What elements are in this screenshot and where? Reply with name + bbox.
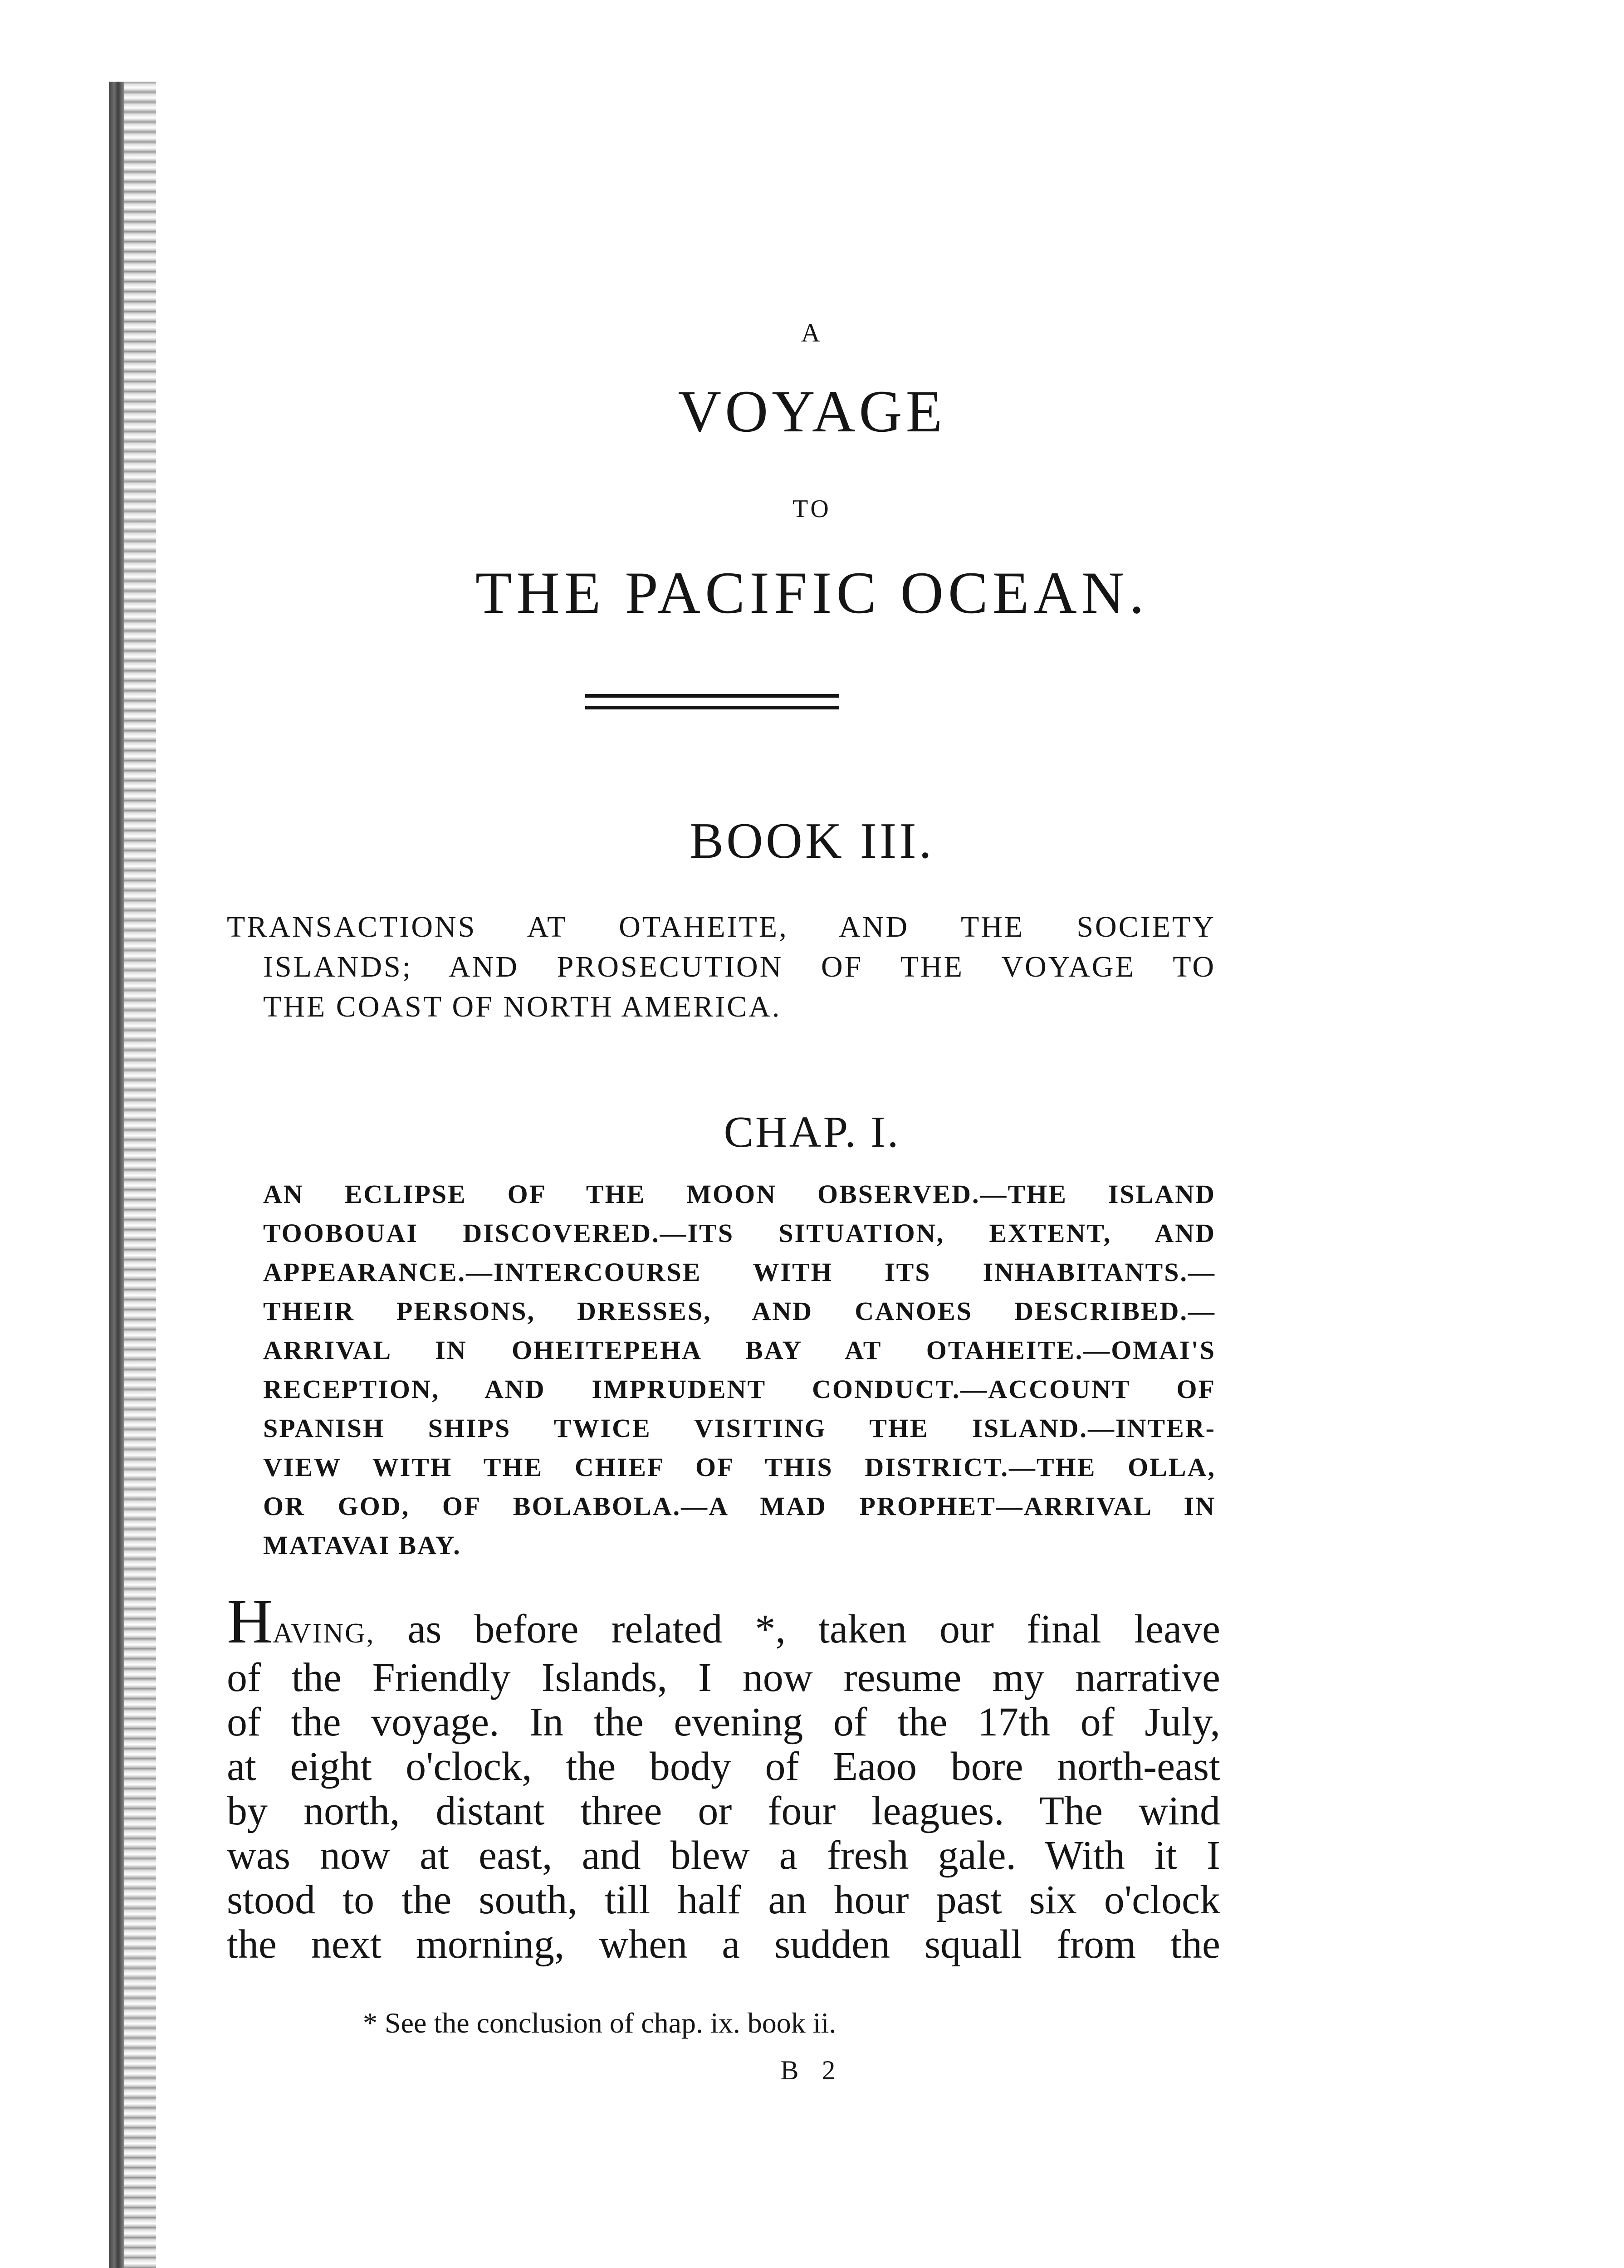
argument-line: AN ECLIPSE OF THE MOON OBSERVED.—THE ISLAND xyxy=(263,1179,1216,1209)
book-summary-line: ISLANDS; AND PROSECUTION OF THE VOYAGE TO xyxy=(263,950,1216,983)
body-line: of the Friendly Islands, I now resume my narrative xyxy=(227,1655,1220,1700)
title-pacific-ocean: THE PACIFIC OCEAN. xyxy=(475,559,1149,626)
first-word-smallcaps: AVING, xyxy=(273,1618,375,1649)
title-voyage: VOYAGE xyxy=(678,378,946,445)
argument-line: ARRIVAL IN OHEITEPEHA BAY AT OTAHEITE.—OMAI'S xyxy=(263,1335,1216,1365)
chapter-heading: CHAP. I. xyxy=(724,1108,900,1157)
argument-line: SPANISH SHIPS TWICE VISITING THE ISLAND.—INTER- xyxy=(263,1413,1216,1443)
footnote: * See the conclusion of chap. ix. book ii. xyxy=(363,2007,836,2039)
body-line: the next morning, when a sudden squall from the xyxy=(227,1922,1220,1967)
body-first-line xyxy=(227,1586,1220,1657)
drop-cap: H xyxy=(227,1586,273,1657)
argument-line: TOOBOUAI DISCOVERED.—ITS SITUATION, EXTENT, AND xyxy=(263,1218,1216,1248)
book-summary-line: TRANSACTIONS AT OTAHEITE, AND THE SOCIETY xyxy=(227,910,1216,943)
body-line: at eight o'clock, the body of Eaoo bore north-east xyxy=(227,1744,1220,1789)
body-line: was now at east, and blew a fresh gale. With it I xyxy=(227,1833,1220,1878)
book-summary xyxy=(227,907,1216,1027)
body-line: of the voyage. In the evening of the 17th of July, xyxy=(227,1700,1220,1745)
double-rule-divider xyxy=(585,694,839,709)
book-summary-line: THE COAST OF NORTH AMERICA. xyxy=(263,990,782,1023)
title-to: TO xyxy=(792,495,832,523)
argument-line: MATAVAI BAY. xyxy=(263,1530,461,1560)
argument-line: RECEPTION, AND IMPRUDENT CONDUCT.—ACCOUNT OF xyxy=(263,1374,1216,1404)
body-line: stood to the south, till half an hour past six o'clock xyxy=(227,1877,1220,1922)
book-heading: BOOK III. xyxy=(690,813,934,869)
title-article: A xyxy=(801,318,823,347)
signature-mark: B 2 xyxy=(780,2055,844,2085)
body-line: by north, distant three or four leagues. The wind xyxy=(227,1789,1220,1833)
chapter-argument xyxy=(263,1175,1216,1565)
argument-line: APPEARANCE.—INTERCOURSE WITH ITS INHABITANTS.— xyxy=(263,1257,1216,1287)
argument-line: OR GOD, OF BOLABOLA.—A MAD PROPHET—ARRIVAL IN xyxy=(263,1491,1216,1521)
argument-line: THEIR PERSONS, DRESSES, AND CANOES DESCRIBED.— xyxy=(263,1296,1216,1326)
argument-line: VIEW WITH THE CHIEF OF THIS DISTRICT.—THE OLLA, xyxy=(263,1452,1216,1482)
body-paragraph xyxy=(227,1586,1220,1967)
first-line-text: as before related *, taken our final leave xyxy=(375,1607,1220,1652)
